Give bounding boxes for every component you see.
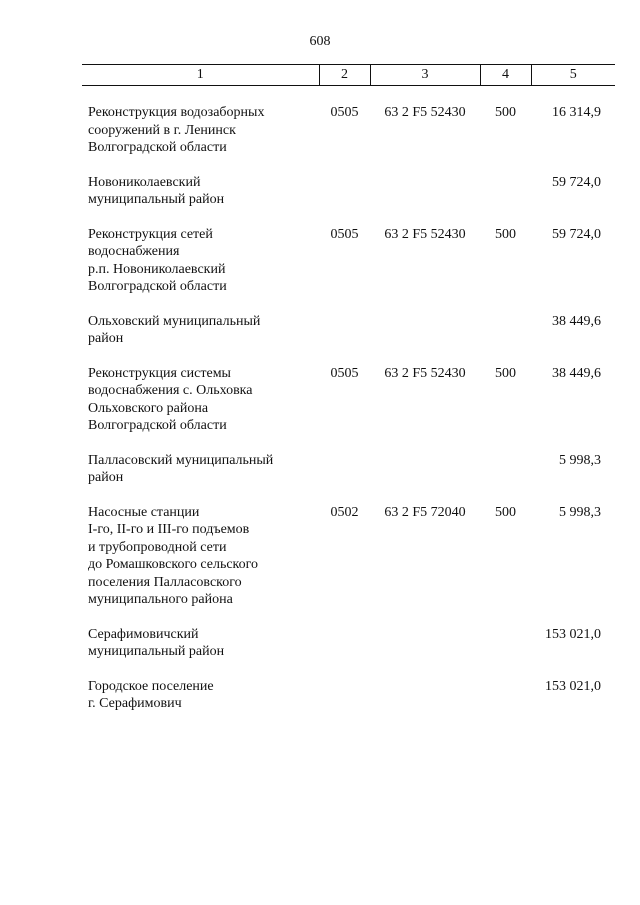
table-row [82,504,615,609]
budget-table [82,64,615,713]
row-name-line: муниципального района [88,592,233,607]
row-name-line: Серафимовичский [88,626,199,642]
row-name-line: Реконструкция системы [88,365,231,381]
row-name-line: Реконструкция сетей [88,226,213,242]
table-row [82,678,615,713]
table-row [82,174,615,209]
row-amount: 59 724,0 [552,226,601,242]
row-target-code [370,452,480,487]
row-amount: 5 998,3 [559,452,601,468]
row-spacer [82,157,615,174]
row-name-line: Палласовский муниципальный [88,452,274,468]
row-target-code: 63 2 F5 72040 [384,504,466,520]
row-amount: 153 021,0 [545,678,601,694]
row-amount: 38 449,6 [552,313,601,329]
page-number: 608 [309,34,331,49]
row-name-line: Ольховский муниципальный [88,313,261,329]
row-expense-type [480,626,531,661]
table-body [82,86,615,713]
row-target-code [370,626,480,661]
row-spacer [82,348,615,365]
row-name-line: район [88,331,124,346]
column-header-2: 2 [319,65,370,86]
row-name-line: Волгоградской области [88,418,227,433]
row-name-line: водоснабжения с. Ольховка [88,383,253,398]
row-name-line: район [88,470,124,485]
row-section-code [319,678,370,713]
table-row [82,626,615,661]
row-name-line: муниципальный район [88,192,225,207]
row-amount: 5 998,3 [559,504,601,520]
table-row [82,365,615,435]
row-name-line: I-го, II-го и III-го подъемов [88,522,250,537]
row-amount: 16 314,9 [552,105,601,120]
row-target-code: 63 2 F5 52430 [384,105,466,120]
row-name [82,226,319,296]
row-spacer [82,296,615,313]
row-target-code [370,678,480,713]
row-section-code [319,313,370,348]
row-expense-type [480,174,531,209]
row-name-line: Реконструкция водозаборных [88,105,265,120]
row-name [82,313,319,348]
row-amount: 59 724,0 [552,174,601,190]
row-section-code: 0505 [330,365,359,381]
row-name-line: Волгоградской области [88,279,227,294]
column-header-4: 4 [480,65,531,86]
row-section-code: 0505 [330,105,359,120]
table-row [82,452,615,487]
row-expense-type: 500 [495,365,516,381]
row-name-line: и трубопроводной сети [88,539,227,555]
row-target-code [370,174,480,209]
row-name [82,678,319,713]
row-expense-type: 500 [495,105,516,120]
row-target-code: 63 2 F5 52430 [384,226,466,242]
table-row [82,104,615,157]
row-amount: 38 449,6 [552,365,601,381]
row-section-code: 0502 [330,504,359,520]
row-expense-type [480,313,531,348]
table-header [82,65,615,86]
row-name-line: Городское поселение [88,678,214,694]
column-header-3: 3 [370,65,480,86]
row-spacer [82,609,615,626]
row-name [82,452,319,487]
row-expense-type: 500 [495,504,516,520]
row-section-code [319,174,370,209]
row-name [82,104,319,157]
row-name-line: р.п. Новониколаевский [88,261,226,277]
table-row [82,313,615,348]
row-spacer [82,209,615,226]
row-spacer [82,86,615,105]
row-spacer [82,661,615,678]
row-name-line: водоснабжения [88,244,180,259]
row-name-line: до Ромашковского сельского [88,557,259,572]
row-section-code [319,626,370,661]
row-target-code [370,313,480,348]
row-name [82,504,319,609]
row-name [82,626,319,661]
row-name-line: Волгоградской области [88,140,227,155]
row-name-line: муниципальный район [88,644,225,659]
column-header-5: 5 [531,65,615,86]
row-name-line: поселения Палласовского [88,574,242,590]
row-expense-type [480,678,531,713]
row-amount: 153 021,0 [545,626,601,642]
row-name-line: Новониколаевский [88,174,201,190]
row-section-code: 0505 [330,226,359,242]
column-header-1: 1 [82,65,319,86]
row-target-code: 63 2 F5 52430 [384,365,466,381]
row-name-line: г. Серафимович [88,696,182,711]
row-name [82,365,319,435]
row-spacer [82,435,615,452]
row-expense-type [480,452,531,487]
row-spacer [82,487,615,504]
row-name-line: сооружений в г. Ленинск [88,122,236,138]
row-name-line: Насосные станции [88,504,200,520]
row-name-line: Ольховского района [88,400,209,416]
row-name [82,174,319,209]
table-row [82,226,615,296]
row-section-code [319,452,370,487]
row-expense-type: 500 [495,226,516,242]
